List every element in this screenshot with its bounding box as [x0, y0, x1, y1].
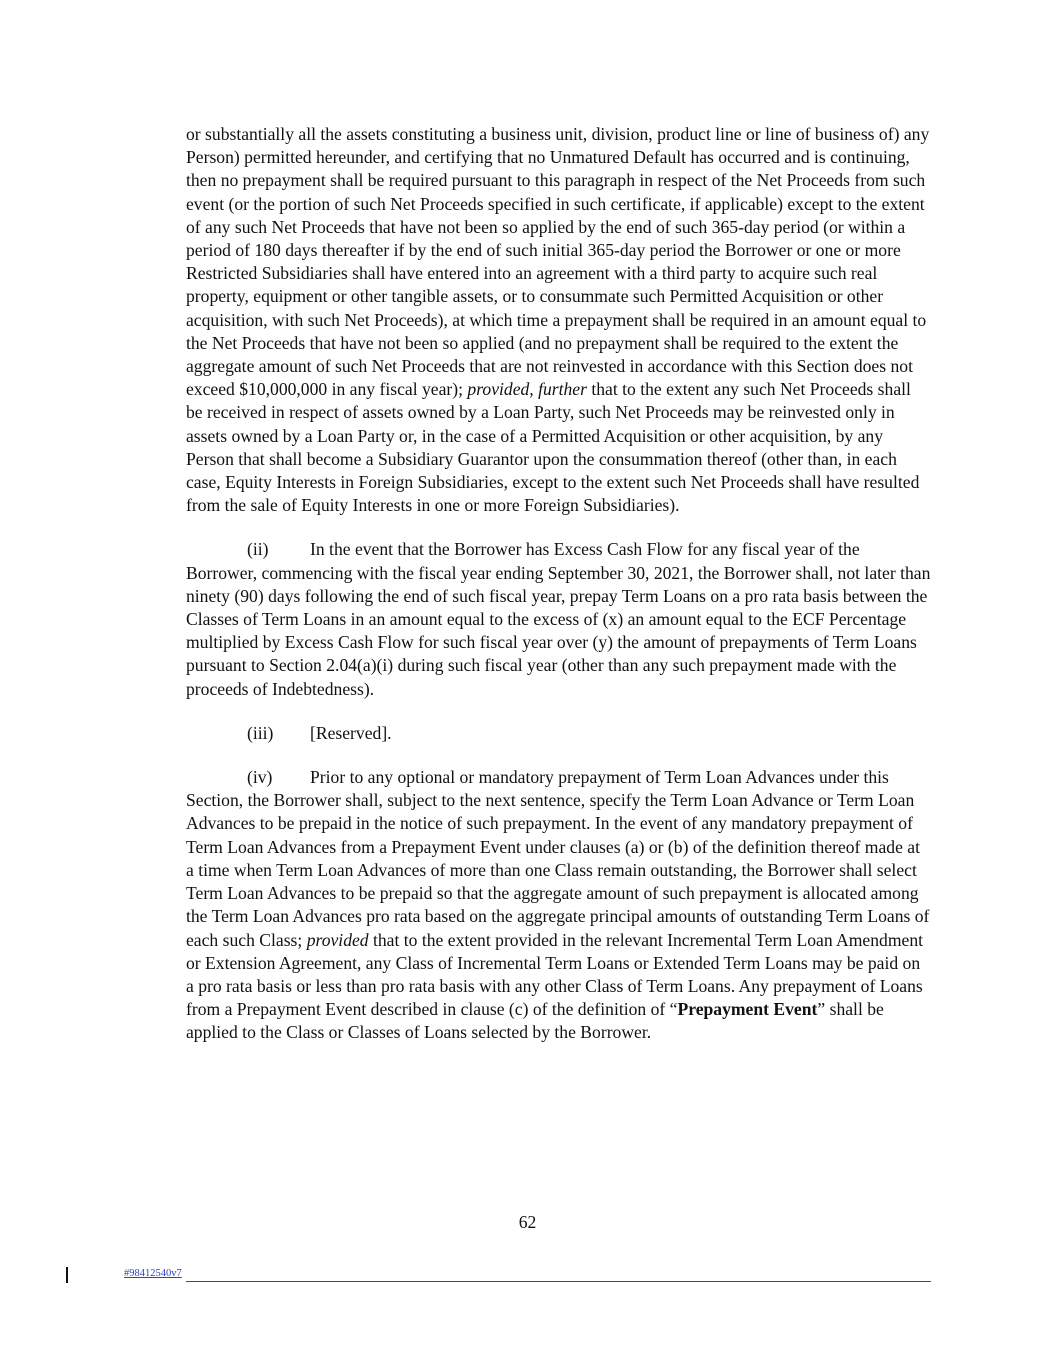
- paragraph-continuation: [186, 123, 931, 517]
- italic-provided-further: provided, further: [467, 379, 587, 400]
- clause-label: (iv): [247, 767, 273, 788]
- clause-label: (iii): [247, 722, 274, 743]
- revision-bar: [66, 1267, 68, 1283]
- clause-text: ” shall be applied to the Class or Classes of Loans selected by the Borrower.: [186, 999, 884, 1043]
- defined-term-prepayment-event: Prepayment Event: [677, 999, 818, 1020]
- page-number: 62: [518, 1212, 537, 1232]
- clause-iii: [186, 722, 931, 745]
- clause-text: that to the extent provided in the relevant Incremental Term Loan Amendment or Extension Agreement, any Class of Incremental Term Loans or Extended Term Loans may be paid on a pro rata basis or less than pro rata basis with any other Class of Term Loans. Any prepayment of Loans from a Prepayment Event described in clause (c) of the definition of “: [186, 929, 924, 1020]
- clause-label: (ii): [247, 539, 269, 560]
- clause-iv: [186, 766, 931, 1044]
- footer-rule: [186, 1281, 931, 1282]
- clause-text: [Reserved].: [310, 722, 392, 743]
- document-body: [186, 123, 931, 1045]
- italic-provided: provided: [306, 929, 369, 950]
- clause-ii: [186, 538, 931, 700]
- clause-text: In the event that the Borrower has Excess Cash Flow for any fiscal year of the Borrower, commencing with the fiscal year ending September 30, 2021, the Borrower shall, not later than ninety (90) days following the end of such fiscal year, prepay Term Loans on a pro rata basis between the Classes of Term Loans in an amount equal to the excess of (x) an amount equal to the ECF Percentage multiplied by Excess Cash Flow for such fiscal year over (y) the amount of prepayments of Term Loans pursuant to Section 2.04(a)(i) during such fiscal year (other than any such prepayment made with the proceeds of Indebtedness).: [186, 539, 931, 699]
- paragraph-text: that to the extent any such Net Proceeds shall be received in respect of assets owned by a Loan Party, such Net Proceeds may be reinvested only in assets owned by a Loan Party or, in the case of a Permitted Acquisition or other acquisition, by any Person that shall become a Subsidiary Guarantor upon the consummation thereof (other than, in each case, Equity Interests in Foreign Subsidiaries, except to the extent such Net Proceeds shall have resulted from the sale of Equity Interests in one or more Foreign Subsidiaries).: [186, 379, 920, 516]
- clause-text: Prior to any optional or mandatory prepayment of Term Loan Advances under this Section, the Borrower shall, subject to the next sentence, specify the Term Loan Advance or Term Loan Advances to be prepaid in the notice of such prepayment. In the event of any mandatory prepayment of Term Loan Advances from a Prepayment Event under clauses (a) or (b) of the definition thereof made at a time when Term Loan Advances of more than one Class remain outstanding, the Borrower shall select Term Loan Advances to be prepaid so that the aggregate amount of such prepayment is allocated among the Term Loan Advances pro rata based on the aggregate principal amounts of outstanding Term Loans of each such Class;: [186, 767, 930, 950]
- document-id-link[interactable]: #98412540v7: [124, 1268, 182, 1279]
- paragraph-text: or substantially all the assets constituting a business unit, division, product line or line of business of) any Person) permitted hereunder, and certifying that no Unmatured Default has occurred and is continuing, then no prepayment shall be required pursuant to this paragraph in respect of the Net Proceeds from such event (or the portion of such Net Proceeds specified in such certificate, if applicable) except to the extent of any such Net Proceeds that have not been so applied by the end of such 365-day period (or within a period of 180 days thereafter if by the end of such initial 365-day period the Borrower or one or more Restricted Subsidiaries shall have entered into an agreement with a third party to acquire such real property, equipment or other tangible assets, or to consummate such Permitted Acquisition or other acquisition, with such Net Proceeds), at which time a prepayment shall be required in an amount equal to the Net Proceeds that have not been so applied (and no prepayment shall be required to the extent the aggregate amount of such Net Proceeds that are not reinvested in accordance with this Section does not exceed $10,000,000 in any fiscal year);: [186, 124, 930, 400]
